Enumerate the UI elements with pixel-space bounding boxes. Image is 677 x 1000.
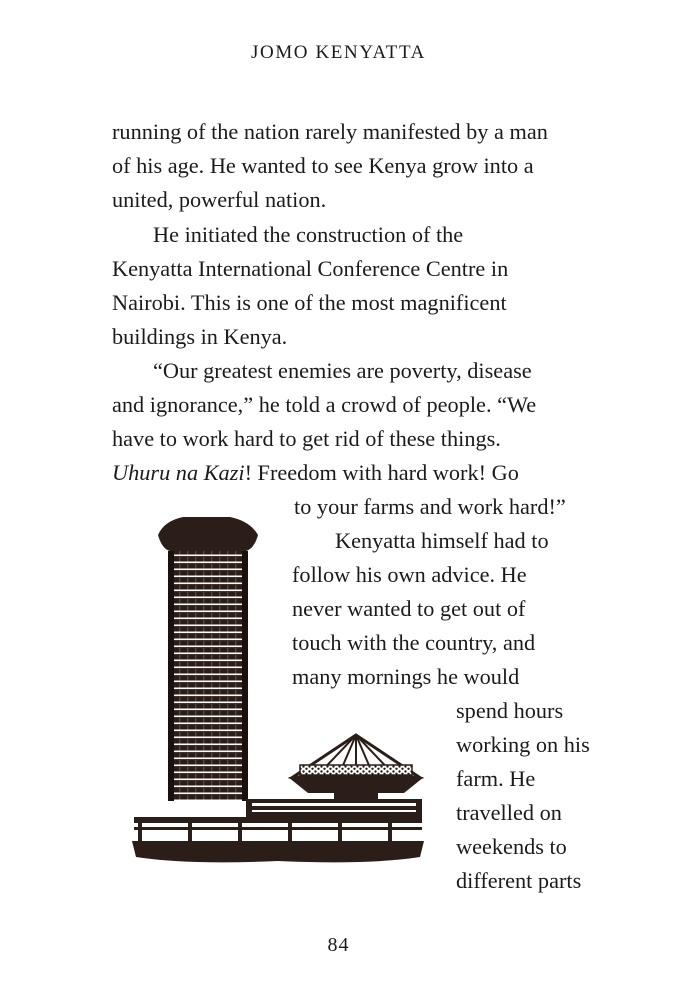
text-line: Kenyatta International Conference Centre in [112, 256, 509, 281]
text-line: buildings in Kenya. [112, 324, 288, 349]
text-line: travelled on [456, 800, 562, 825]
kicc-building-illustration [128, 515, 428, 867]
low-block [246, 799, 422, 817]
podium [132, 817, 424, 862]
text-line: running of the nation rarely manifested by a man [112, 119, 548, 144]
text-line: follow his own advice. He [292, 562, 527, 587]
text-line: He initiated the construction of the [153, 222, 464, 247]
text-line: farm. He [456, 766, 536, 791]
text-line: different parts [456, 868, 582, 893]
text-line: “Our greatest enemies are poverty, disease [153, 358, 532, 383]
text-line: have to work hard to get rid of these things. [112, 426, 501, 451]
text-line: united, powerful nation. [112, 187, 327, 212]
text-line [112, 459, 519, 487]
tower [158, 517, 258, 801]
text-line: weekends to [456, 834, 567, 859]
text-line: to your farms and work hard!” [294, 494, 566, 519]
text-line: never wanted to get out of [292, 596, 526, 621]
text-line: and ignorance,” he told a crowd of people. “We [112, 392, 537, 417]
page-number: 84 [327, 934, 350, 956]
running-head: JOMO KENYATTA [251, 42, 426, 63]
swahili-phrase: Uhuru na Kazi [112, 460, 245, 485]
text-line: Kenyatta himself had to [335, 528, 549, 553]
text-line: touch with the country, and [292, 630, 536, 655]
text-line: many mornings he would [292, 664, 520, 689]
text-line: of his age. He wanted to see Kenya grow into a [112, 153, 534, 178]
text-line: working on his [456, 732, 590, 757]
text-fragment: ! Freedom with hard work! Go [244, 460, 519, 485]
text-line: Nairobi. This is one of the most magnificent [112, 290, 507, 315]
text-line: spend hours [456, 698, 564, 723]
amphitheatre-cone [288, 735, 424, 801]
